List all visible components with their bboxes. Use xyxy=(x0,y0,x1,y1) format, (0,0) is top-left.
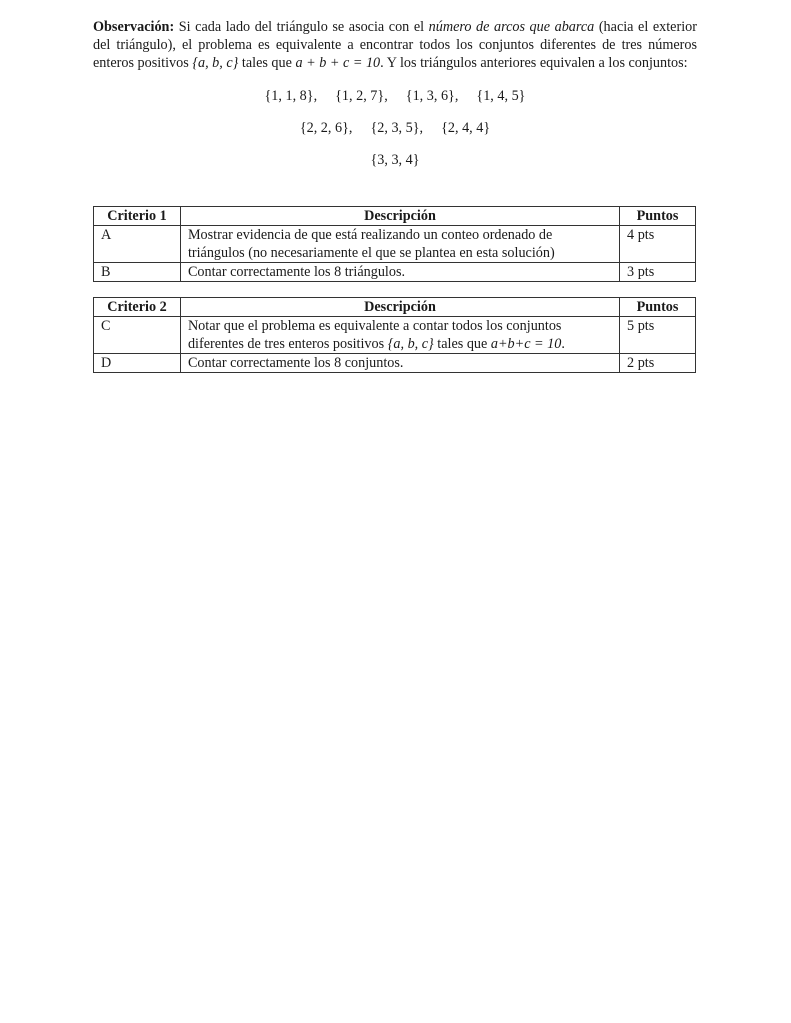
set-item: {1, 4, 5} xyxy=(476,88,526,104)
observation-emphasis: número de arcos que abarca xyxy=(428,19,595,35)
description-cell: Contar correctamente los 8 conjuntos. xyxy=(180,354,619,373)
set-item: {1, 3, 6}, xyxy=(405,88,459,104)
observation-equation: a + b + c = 10 xyxy=(295,55,381,71)
observation-set-expression: {a, b, c} xyxy=(192,55,239,71)
set-item: {2, 2, 6}, xyxy=(299,120,353,136)
set-item: {1, 1, 8}, xyxy=(264,88,318,104)
description-cell: Contar correctamente los 8 triángulos. xyxy=(180,263,619,282)
sets-row-3 xyxy=(93,148,697,172)
criterion-cell: B xyxy=(94,263,181,282)
criterion-cell: D xyxy=(94,354,181,373)
column-header-description: Descripción xyxy=(180,207,619,226)
set-item: {1, 2, 7}, xyxy=(335,88,388,104)
table-header-row xyxy=(94,207,696,226)
set-item: {2, 3, 5}, xyxy=(370,120,424,136)
document-page xyxy=(93,18,697,371)
points-cell: 3 pts xyxy=(620,263,696,282)
observation-text-2: (hacia el exterior del triángulo), el problema es equivalente a encontrar todos los conjuntos diferentes de tres números enteros positivos xyxy=(93,19,697,71)
criteria-table-2 xyxy=(93,297,696,373)
observation-label: Observación: xyxy=(93,19,175,35)
column-header-points: Puntos xyxy=(620,298,696,317)
set-item: {2, 4, 4} xyxy=(441,120,491,136)
column-header-criterion: Criterio 2 xyxy=(94,298,181,317)
table-row xyxy=(94,317,696,354)
table-row xyxy=(94,226,696,263)
table-row xyxy=(94,263,696,282)
criterion-cell: C xyxy=(94,317,181,354)
criteria-table-1 xyxy=(93,206,696,282)
table-header-row xyxy=(94,298,696,317)
points-cell: 5 pts xyxy=(620,317,696,354)
observation-text-3: tales que xyxy=(238,55,296,71)
sets-display xyxy=(93,84,697,172)
description-text-2: tales que xyxy=(433,336,491,352)
column-header-criterion: Criterio 1 xyxy=(94,207,181,226)
description-cell: Mostrar evidencia de que está realizando un conteo ordenado de triángulos (no necesariamente el que se plantea en esta solución) xyxy=(180,226,619,263)
set-item: {3, 3, 4} xyxy=(370,152,420,168)
column-header-description: Descripción xyxy=(180,298,619,317)
description-set-expression: {a, b, c} xyxy=(387,336,434,352)
sets-row-1 xyxy=(93,84,697,108)
observation-text-4: . Y los triángulos anteriores equivalen a los conjuntos: xyxy=(380,55,688,71)
observation-text-1: Si cada lado del triángulo se asocia con el xyxy=(174,19,429,35)
column-header-points: Puntos xyxy=(620,207,696,226)
description-text-3: . xyxy=(561,336,565,352)
sets-row-2 xyxy=(93,116,697,140)
description-text-1: Notar que el problema es equivalente a contar todos los conjuntos diferentes de tres enteros positivos xyxy=(187,318,562,352)
description-equation: a+b+c = 10 xyxy=(490,336,562,352)
criterion-cell: A xyxy=(94,226,181,263)
points-cell: 2 pts xyxy=(620,354,696,373)
points-cell: 4 pts xyxy=(620,226,696,263)
description-cell xyxy=(180,317,619,354)
table-row xyxy=(94,354,696,373)
observation-paragraph xyxy=(93,18,697,72)
